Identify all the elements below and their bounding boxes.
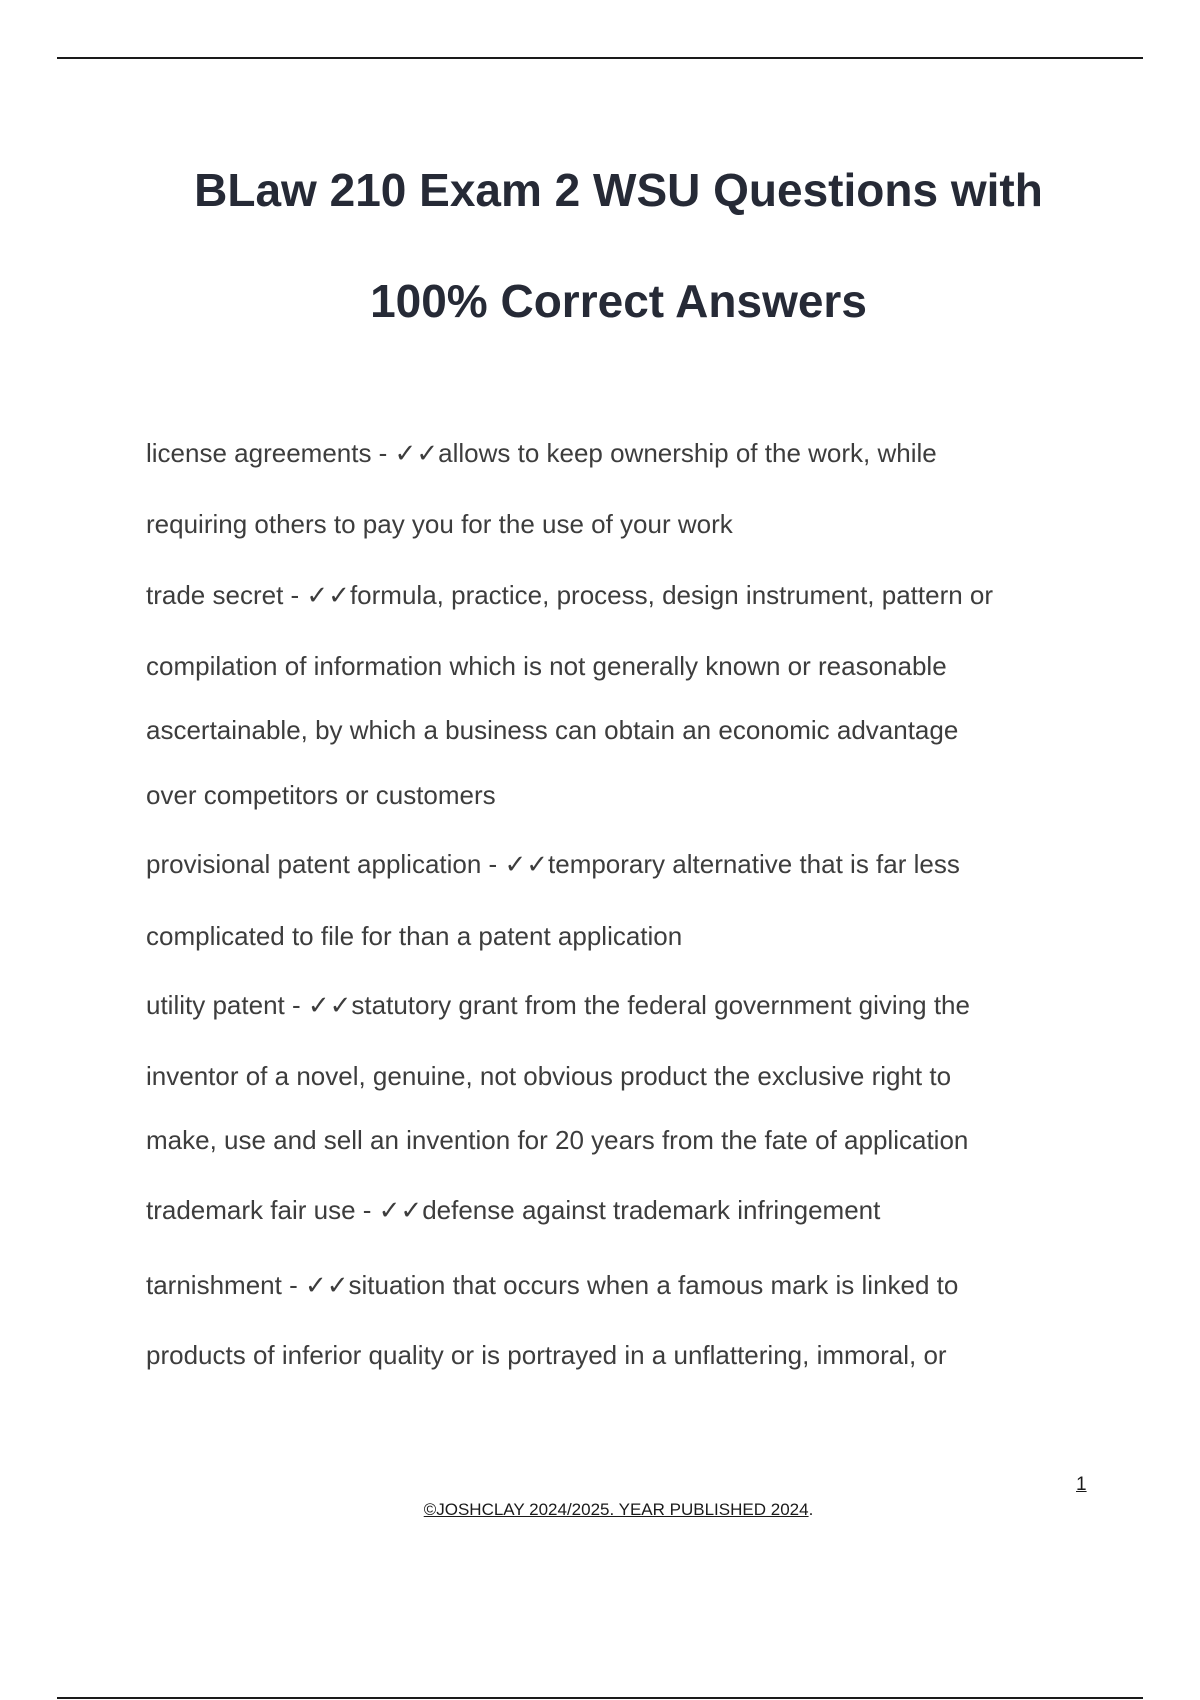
body-line: make, use and sell an invention for 20 years from the fate of application bbox=[146, 1125, 969, 1155]
body-line: trade secret - ✓✓formula, practice, process, design instrument, pattern or bbox=[146, 580, 994, 610]
footer bbox=[0, 1500, 1200, 1520]
body-line: license agreements - ✓✓allows to keep ownership of the work, while bbox=[146, 438, 937, 468]
document-title bbox=[0, 135, 1200, 357]
title-line-1: BLaw 210 Exam 2 WSU Questions with bbox=[194, 164, 1043, 216]
body-line: products of inferior quality or is portrayed in a unflattering, immoral, or bbox=[146, 1340, 947, 1370]
body-line: compilation of information which is not generally known or reasonable bbox=[146, 651, 947, 681]
body-line: over competitors or customers bbox=[146, 780, 496, 810]
title-line-2: 100% Correct Answers bbox=[370, 275, 867, 327]
top-rule bbox=[57, 57, 1143, 59]
body-line: complicated to file for than a patent application bbox=[146, 921, 683, 951]
bottom-rule bbox=[57, 1697, 1143, 1699]
page-number: 1 bbox=[1076, 1474, 1087, 1495]
body-line: provisional patent application - ✓✓temporary alternative that is far less bbox=[146, 849, 960, 879]
body-line: utility patent - ✓✓statutory grant from the federal government giving the bbox=[146, 990, 970, 1020]
copyright-notice: ©JOSHCLAY 2024/2025. YEAR PUBLISHED 2024 bbox=[423, 1500, 809, 1519]
body-line: trademark fair use - ✓✓defense against trademark infringement bbox=[146, 1195, 881, 1225]
body-line: ascertainable, by which a business can obtain an economic advantage bbox=[146, 715, 959, 745]
footer-period: . bbox=[808, 1500, 814, 1519]
body-line: inventor of a novel, genuine, not obvious product the exclusive right to bbox=[146, 1061, 952, 1091]
body-line: requiring others to pay you for the use of your work bbox=[146, 509, 733, 539]
body-line: tarnishment - ✓✓situation that occurs when a famous mark is linked to bbox=[146, 1270, 959, 1300]
